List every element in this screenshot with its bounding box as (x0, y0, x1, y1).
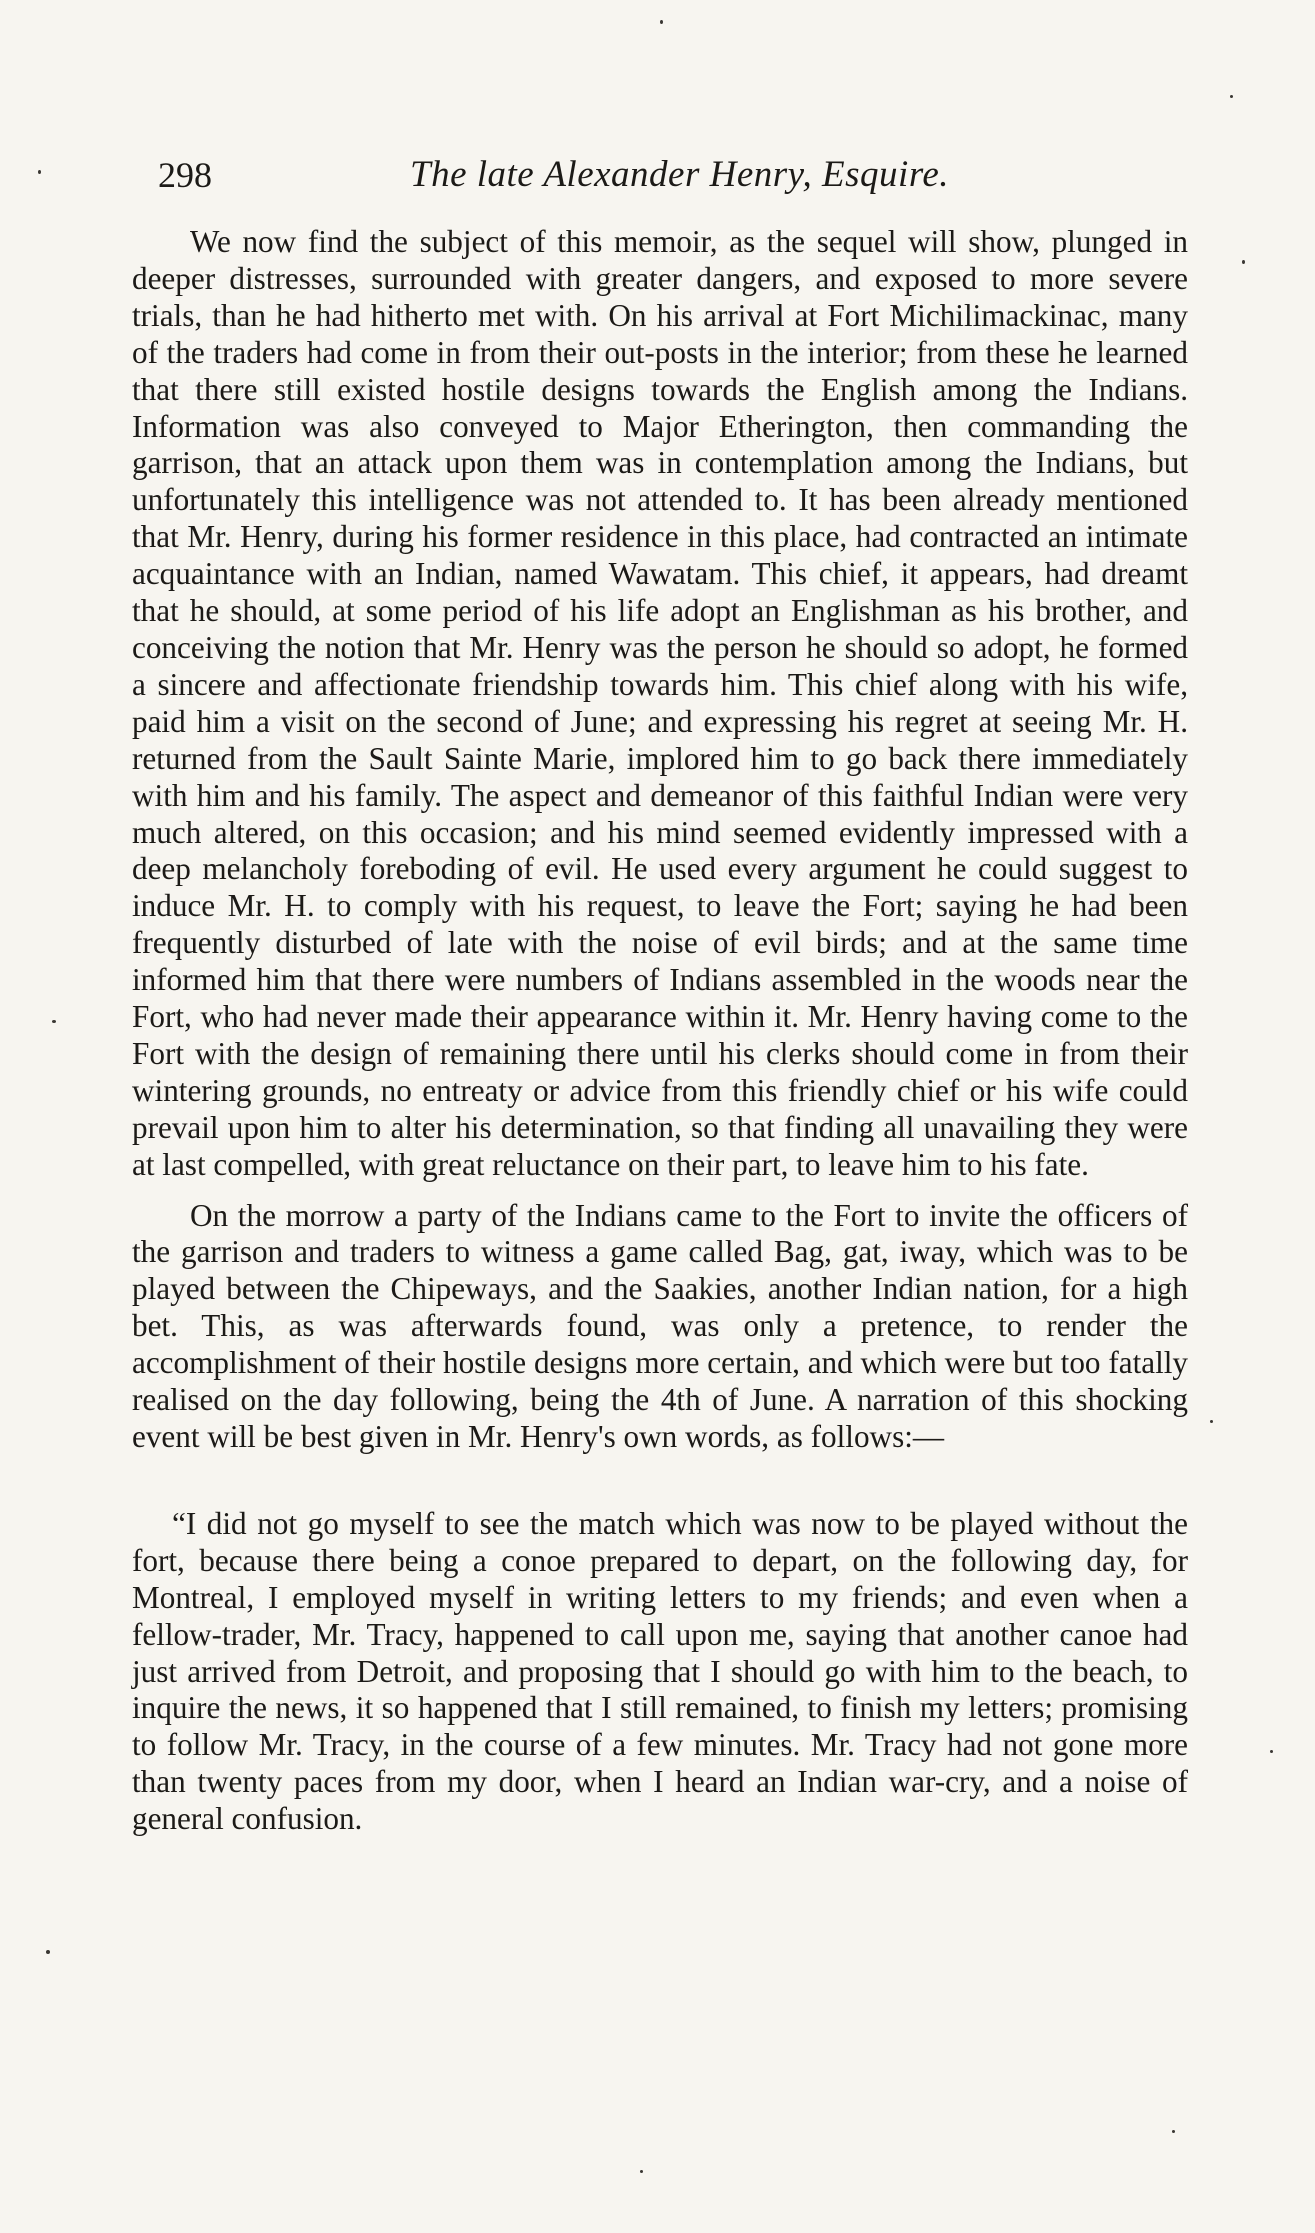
page-number: 298 (158, 155, 212, 195)
running-title: The late Alexander Henry, Esquire. (410, 154, 950, 195)
scan-speck (640, 2170, 643, 2173)
scan-speck (1210, 1420, 1213, 1423)
scan-speck (1172, 2130, 1175, 2133)
scan-speck (46, 1950, 50, 1954)
scan-speck (660, 20, 663, 24)
scan-speck (38, 170, 41, 174)
scan-speck (1242, 260, 1245, 264)
paragraph-memoir: We now find the subject of this memoir, as the sequel will show, plunged in deeper distresses, surrounded with greater dangers, and exposed to more severe trials, than he had hitherto met with. On his arrival at Fort Michilimackinac, many of the traders had come in from their out-posts in the interior; from these he learned that there still existed hostile designs towards the English among the Indians. Information was also conveyed to Major Etherington, then commanding the garrison, that an attack upon them was in contemplation among the Indians, but unfortunately this intelligence was not attended to. It has been already mentioned that Mr. Henry, during his former residence in this place, had contracted an intimate acquaintance with an Indian, named Wawatam. This chief, it appears, had dreamt that he should, at some period of his life adopt an Englishman as his brother, and conceiving the notion that Mr. Henry was the person he should so adopt, he formed a sincere and affectionate friendship towards him. This chief along with his wife, paid him a visit on the second of June; and expressing his regret at seeing Mr. H. returned from the Sault Sainte Marie, implored him to go back there immediately with him and his family. The aspect and demeanor of this faithful Indian were very much altered, on this occasion; and his mind seemed evidently impressed with a deep melancholy foreboding of evil. He used every argument he could suggest to induce Mr. H. to comply with his request, to leave the Fort; saying he had been frequently disturbed of late with the noise of evil birds; and at the same time informed him that there were numbers of Indians assembled in the woods near the Fort, who had never made their appearance within it. Mr. Henry having come to the Fort with the design of remaining there until his clerks should come in from their wintering grounds, no entreaty or advice from this friendly chief or his wife could prevail upon him to alter his determination, so that finding all unavailing they were at last compelled, with great reluctance on their part, to leave him to his fate. (132, 224, 1188, 1182)
scan-speck (1230, 95, 1233, 98)
scan-speck (52, 1020, 56, 1023)
paragraph-morrow: On the morrow a party of the Indians came to the Fort to invite the officers of the garrison and traders to witness a game called Bag, gat, iway, which was to be played between the Chipeways, and the Saakies, another Indian nation, for a high bet. This, as was afterwards found, was only a pretence, to render the accomplishment of their hostile designs more certain, and which were but too fatally realised on the day following, being the 4th of June. A narration of this shocking event will be best given in Mr. Henry's own words, as follows:— (132, 1197, 1188, 1454)
running-head (150, 150, 1190, 202)
paragraph-quotation: “I did not go myself to see the match which was now to be played without the fort, because there being a conoe prepared to depart, on the following day, for Montreal, I employed myself in writing letters to my friends; and even when a fellow-trader, Mr. Tracy, happened to call upon me, saying that another canoe had just arrived from Detroit, and proposing that I should go with him to the beach, to inquire the news, it so happened that I still remained, to finish my letters; promising to follow Mr. Tracy, in the course of a few minutes. Mr. Tracy had not gone more than twenty paces from my door, when I heard an Indian war-cry, and a noise of general confusion. (132, 1505, 1188, 1837)
body-text (132, 224, 1188, 1838)
scan-speck (1270, 1750, 1273, 1753)
